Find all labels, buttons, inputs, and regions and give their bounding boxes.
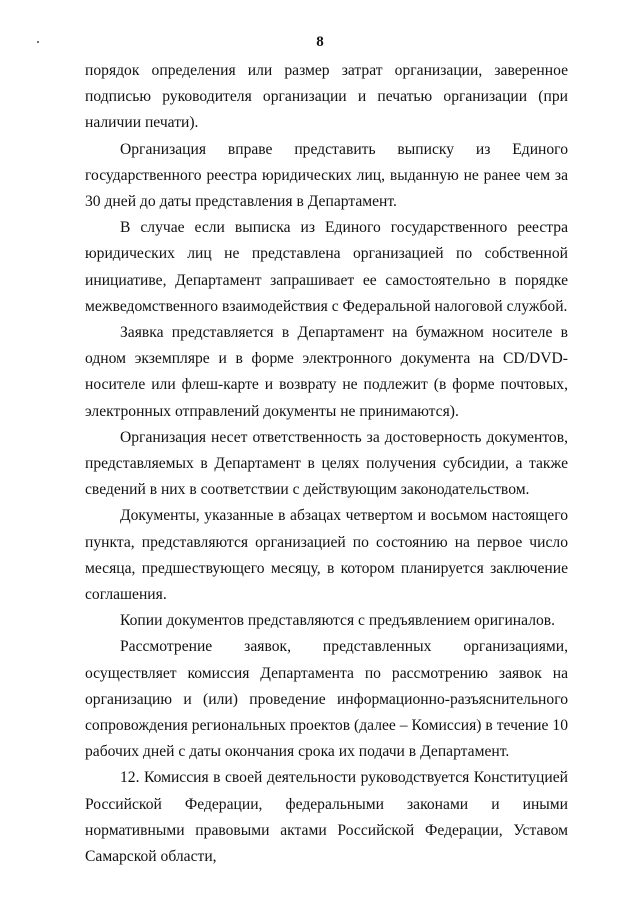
paragraph-egrul-extract: Организация вправе представить выписку из Единого государственного реестра юридических лиц, выданную не ранее чем за 30 дней до даты представления в Департамент.	[85, 140, 568, 211]
paragraph-continuation: порядок определения или размер затрат организации, заверенное подписью руководителя организации и печатью организации (при наличии печати).	[85, 62, 568, 132]
paragraph-copies: Копии документов представляются с предъявлением оригиналов.	[120, 612, 556, 630]
paragraph-item-12: 12. Комиссия в своей деятельности руководствуется Конституцией Российской Федерации, федеральными законами и иными нормативными правовыми актами Российской Федерации, Уставом Самарской области,	[85, 769, 568, 866]
page-number: 8	[316, 34, 324, 50]
paragraph-application-format: Заявка представляется в Департамент на бумажном носителе в одном экземпляре и в форме электронного документа на CD/DVD-носителе или флеш-карте и возврату не подлежит (в форме почтовых, электронных отправлений документы не принимаются).	[85, 324, 568, 420]
document-body	[85, 58, 568, 870]
paragraph-interagency-request: В случае если выписка из Единого государственного реестра юридических лиц не представлена организацией по собственной инициативе, Департамент запрашивает ее самостоятельно в порядке межведомственного взаимодействия с Федеральной налоговой службой.	[85, 219, 568, 315]
paragraph-responsibility: Организация несет ответственность за достоверность документов, представляемых в Департамент в целях получения субсидии, а также сведений в них в соответствии с действующим законодательством.	[85, 428, 568, 499]
paragraph-document-date: Документы, указанные в абзацах четвертом и восьмом настоящего пункта, представляются организацией по состоянию на первое число месяца, предшествующего месяцу, в котором планируется заключение соглашения.	[85, 507, 568, 604]
paragraph-commission-review: Рассмотрение заявок, представленных организациями, осуществляет комиссия Департамента по рассмотрению заявок на организацию и (или) проведение информационно-разъяснительного сопровождения региональных проектов (далее – Комиссия) в течение 10 рабочих дней с даты окончания срока их подачи в Департамент.	[85, 638, 568, 761]
